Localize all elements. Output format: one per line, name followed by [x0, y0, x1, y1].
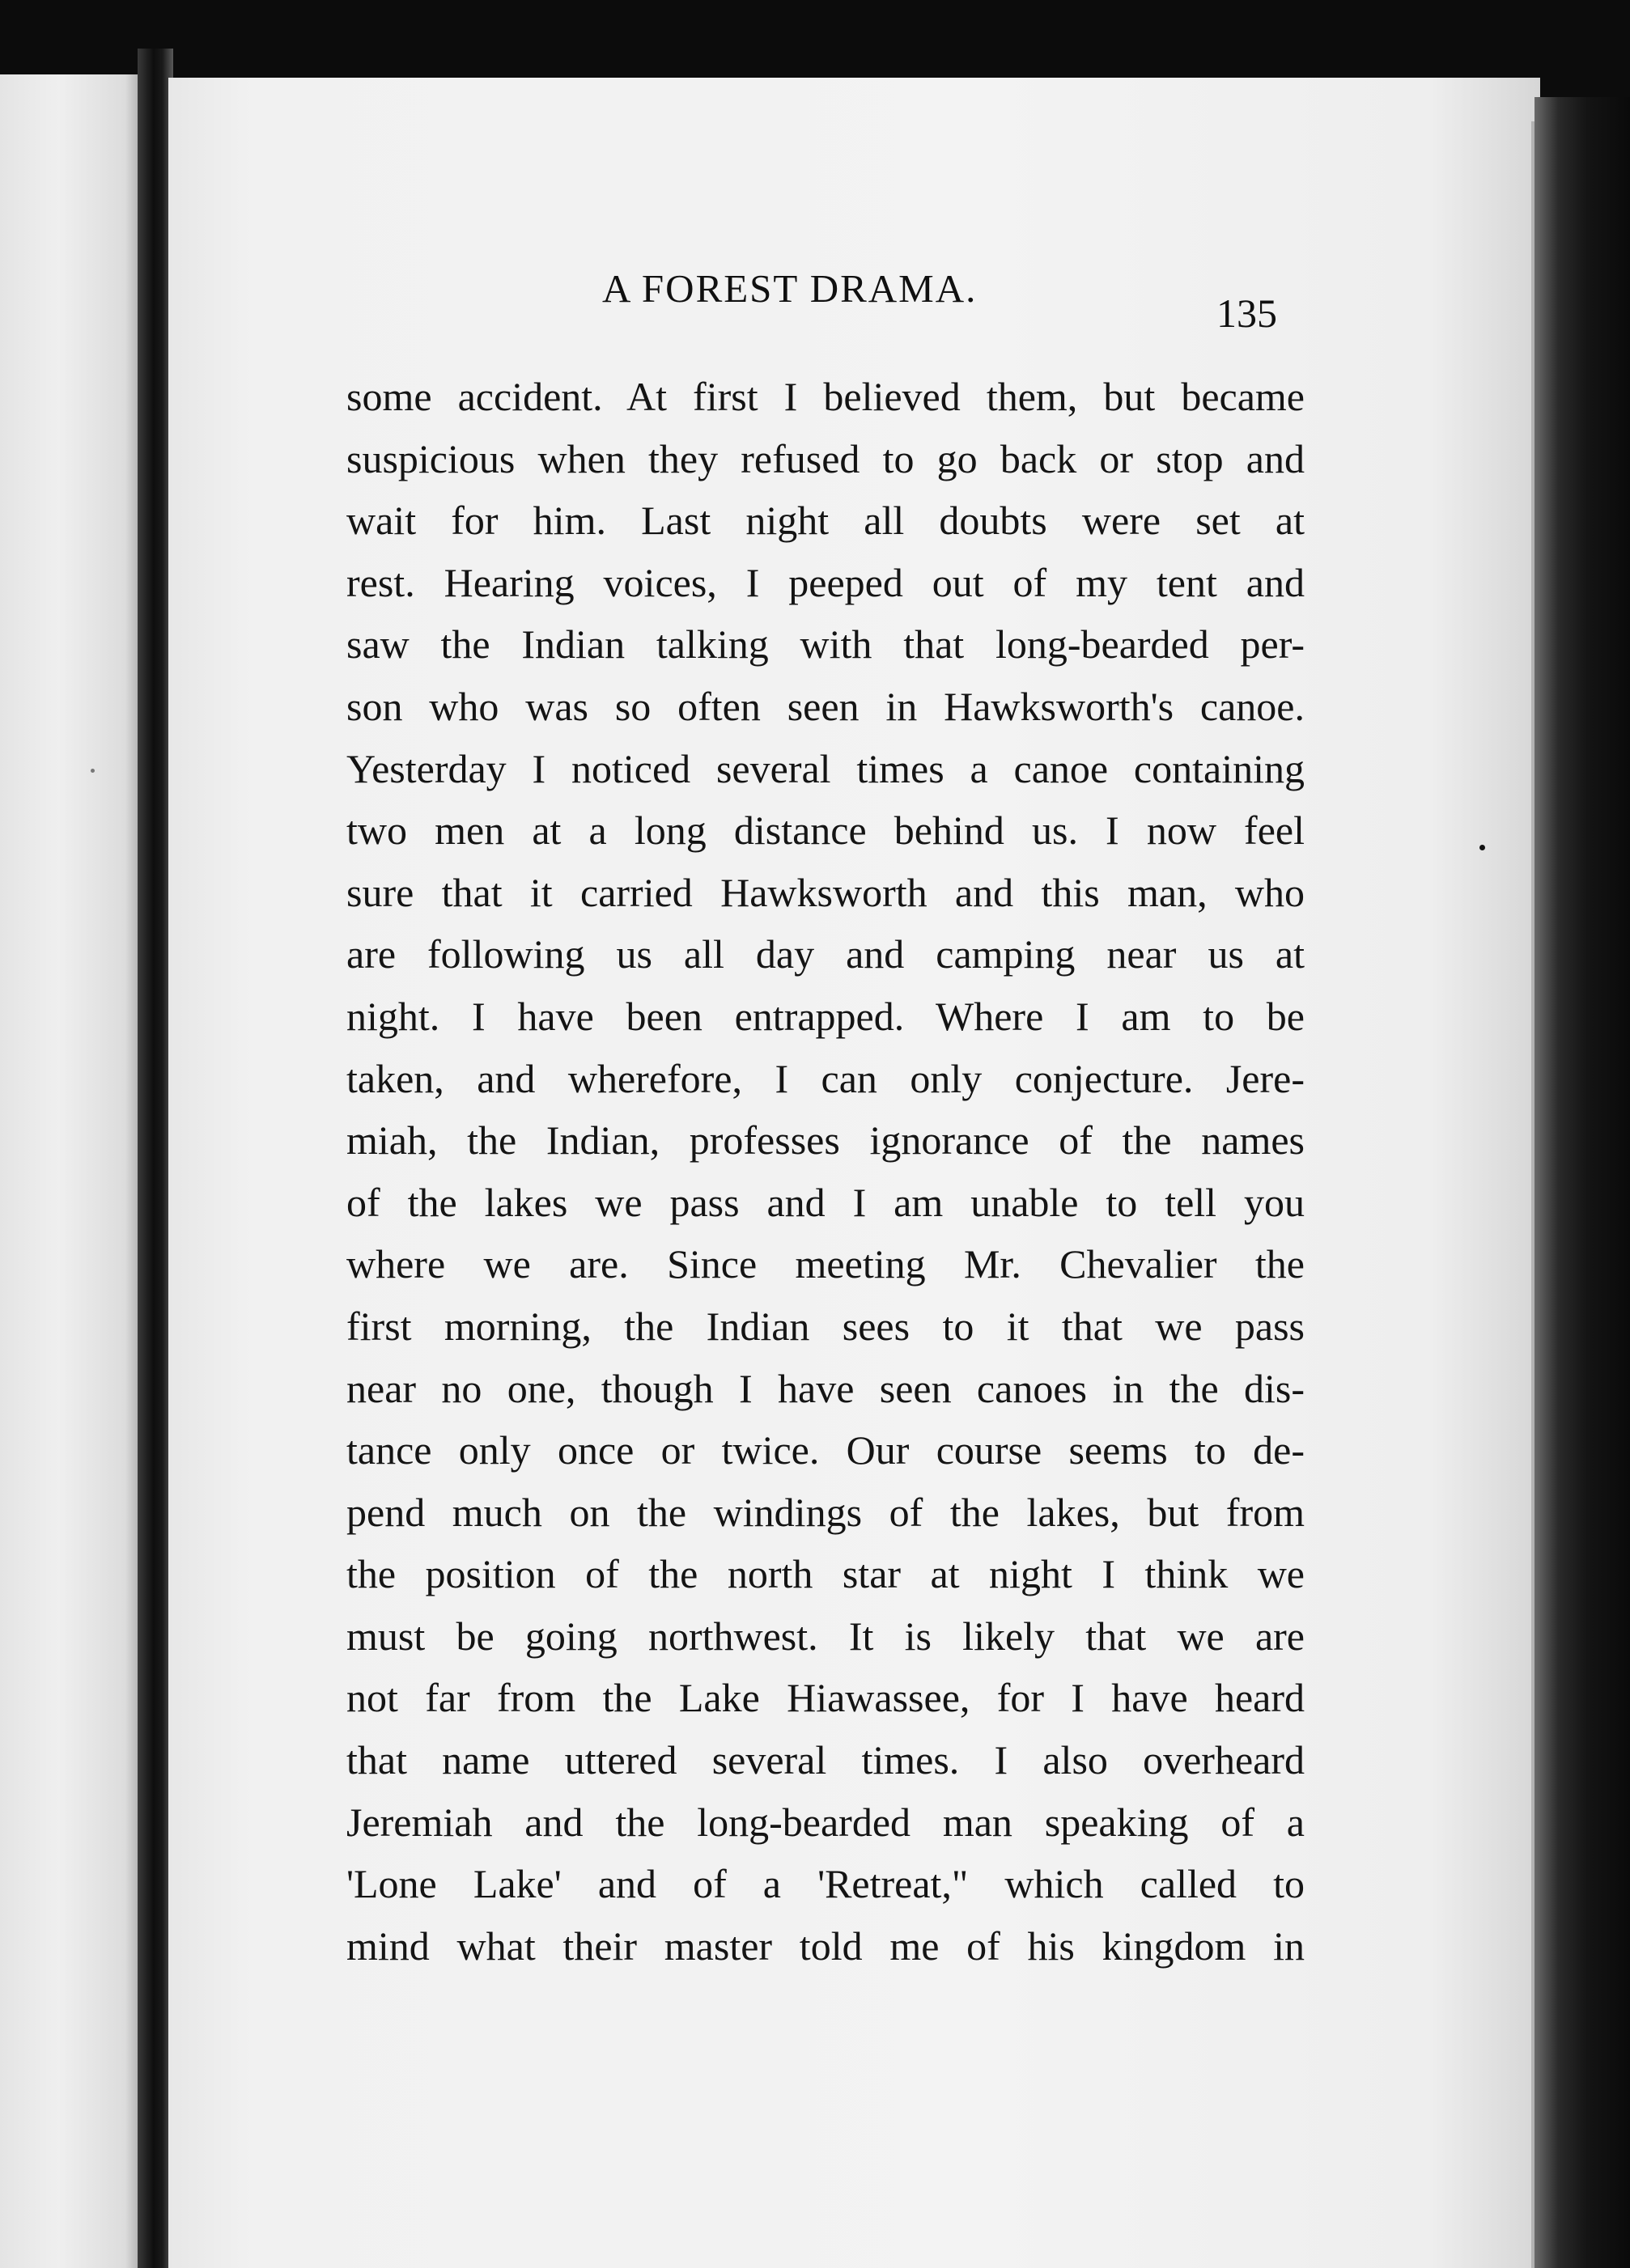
text-line: the position of the north star at night I think we — [346, 1551, 1305, 1597]
text-line: sure that it carried Hawksworth and this man, who — [346, 869, 1305, 915]
text-line: tance only once or twice. Our course seems to de- — [346, 1427, 1305, 1473]
text-line: not far from the Lake Hiawassee, for I have heard — [346, 1675, 1305, 1721]
text-line: son who was so often seen in Hawksworth's canoe. — [346, 683, 1305, 729]
running-head: A FOREST DRAMA. — [602, 266, 978, 311]
scan-speck — [1479, 845, 1485, 850]
text-line: two men at a long distance behind us. I now feel — [346, 808, 1305, 854]
text-line: taken, and wherefore, I can only conjecture. Jere- — [346, 1055, 1305, 1101]
text-line: saw the Indian talking with that long-bearded per- — [346, 621, 1305, 668]
text-line: near no one, though I have seen canoes in the dis- — [346, 1365, 1305, 1411]
scan-speck — [91, 769, 95, 773]
page-number: 135 — [1216, 290, 1277, 336]
text-line: of the lakes we pass and I am unable to tell you — [346, 1179, 1305, 1225]
text-line: wait for him. Last night all doubts were set at — [346, 498, 1305, 544]
text-line: Yesterday I noticed several times a canoe containing — [346, 745, 1305, 791]
text-line: rest. Hearing voices, I peeped out of my tent and — [346, 559, 1305, 605]
text-line: suspicious when they refused to go back or stop and — [346, 435, 1305, 481]
previous-page-edge — [0, 74, 147, 2268]
text-line: pend much on the windings of the lakes, but from — [346, 1489, 1305, 1535]
body-text — [346, 366, 1305, 1977]
text-line: 'Lone Lake' and of a 'Retreat," which called to — [346, 1861, 1305, 1907]
book-cover-edge — [1534, 97, 1630, 2268]
text-line: some accident. At first I believed them, but became — [346, 374, 1305, 419]
text-line: night. I have been entrapped. Where I am to be — [346, 993, 1305, 1039]
text-line: where we are. Since meeting Mr. Chevalier the — [346, 1241, 1305, 1287]
text-line: first morning, the Indian sees to it that we pass — [346, 1303, 1305, 1349]
text-line: Jeremiah and the long-bearded man speaking of a — [346, 1799, 1305, 1845]
text-line: that name uttered several times. I also overheard — [346, 1737, 1305, 1783]
text-line: miah, the Indian, professes ignorance of the names — [346, 1117, 1305, 1164]
text-line: are following us all day and camping near us at — [346, 931, 1305, 977]
text-line: must be going northwest. It is likely that we are — [346, 1613, 1305, 1659]
text-line: mind what their master told me of his kingdom in — [346, 1923, 1305, 1969]
